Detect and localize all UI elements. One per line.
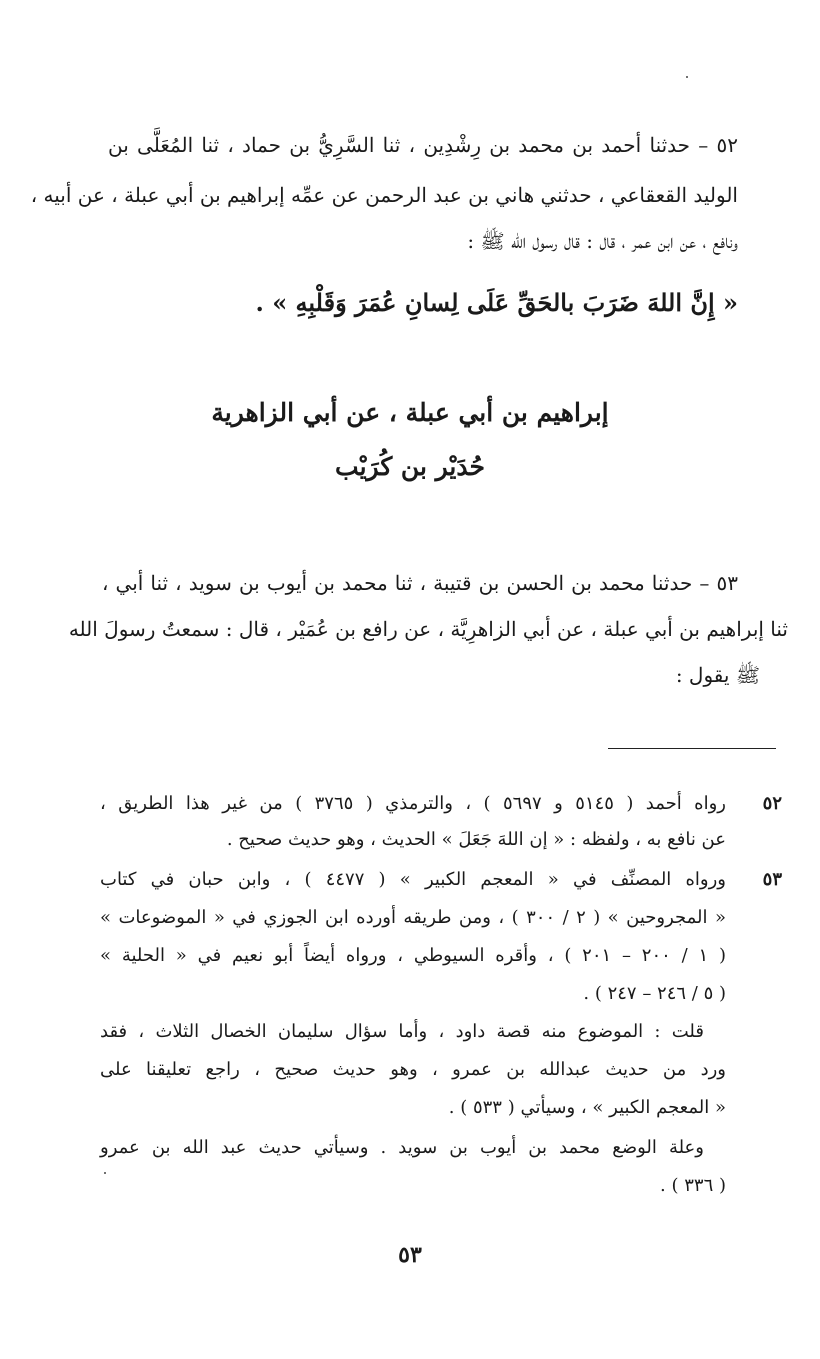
footnote-53-line-4: ( ٥ / ٢٤٦ – ٢٤٧ ) .: [583, 983, 726, 1004]
section-heading-line-2: حُدَيْر بن كُرَيْب: [335, 452, 485, 481]
page-number: ٥٣: [398, 1242, 422, 1268]
speck: [104, 1172, 106, 1174]
speck: [686, 76, 688, 78]
hadith-52-line-1: ٥٢ – حدثنا أحمد بن محمد بن رِشْدِين ، ثنا السَّرِيُّ بن حماد ، ثنا المُعَلَّى بن: [108, 133, 738, 157]
footnote-52-line-1: رواه أحمد ( ٥١٤٥ و ٥٦٩٧ ) ، والترمذي ( ٣٧٦٥ ) من غير هذا الطريق ،: [100, 793, 726, 814]
footnote-53-cause-line-2: ( ٣٣٦ ) .: [660, 1175, 726, 1196]
footnote-53-line-2: « المجروحين » ( ٢ / ٣٠٠ ) ، ومن طريقه أورده ابن الجوزي في « الموضوعات »: [100, 907, 726, 928]
footnote-53-line-3: ( ١ / ٢٠٠ – ٢٠١ ) ، وأقره السيوطي ، ورواه أيضاً أبو نعيم في « الحلية »: [100, 945, 726, 966]
hadith-52-quote: « إِنَّ اللهَ ضَرَبَ بالحَقِّ عَلَى لِسانِ عُمَرَ وَقَلْبِهِ » .: [255, 288, 738, 317]
hadith-52-line-2: الوليد القعقاعي ، حدثني هاني بن عبد الرحمن عن عمِّه إبراهيم بن أبي عبلة ، عن أبيه ،: [30, 183, 738, 207]
footnote-separator: [608, 748, 776, 749]
hadith-53-line-3: ﷺ يقول :: [675, 663, 760, 687]
footnote-53-line-1: ورواه المصنِّف في « المعجم الكبير » ( ٤٤٧٧ ) ، وابن حبان في كتاب: [100, 869, 726, 890]
footnote-53-note-line-3: « المعجم الكبير » ، وسيأتي ( ٥٣٣ ) .: [448, 1097, 726, 1118]
hadith-53-line-1: ٥٣ – حدثنا محمد بن الحسن بن قتيبة ، ثنا محمد بن أيوب بن سويد ، ثنا أبي ،: [102, 571, 738, 595]
footnote-53-cause-line-1: وعلة الوضع محمد بن أيوب بن سويد . وسيأتي حديث عبد الله بن عمرو: [100, 1137, 704, 1158]
hadith-53-line-2: ثنا إبراهيم بن أبي عبلة ، عن أبي الزاهرِيَّة ، عن رافع بن عُمَيْر ، قال : سمعتُ رسولَ الله: [68, 617, 788, 641]
footnote-53-note-line-2: ورد من حديث عبدالله بن عمرو ، وهو حديث صحيح ، راجع تعليقنا على: [100, 1059, 726, 1080]
section-heading-line-1: إبراهيم بن أبي عبلة ، عن أبي الزاهرية: [211, 398, 609, 427]
footnote-53-note-line-1: قلت : الموضوع منه قصة داود ، وأما سؤال سليمان الخصال الثلاث ، فقد: [100, 1021, 704, 1042]
footnote-53-number: ٥٣: [762, 869, 782, 890]
footnote-52-number: ٥٢: [762, 793, 782, 814]
footnote-52-line-2: عن نافع به ، ولفظه : « إن اللهَ جَعَلَ » الحديث ، وهو حديث صحيح .: [226, 829, 726, 850]
hadith-52-line-3: ونافع ، عن ابن عمر ، قال : قال رسول الله ﷺ :: [467, 229, 738, 253]
